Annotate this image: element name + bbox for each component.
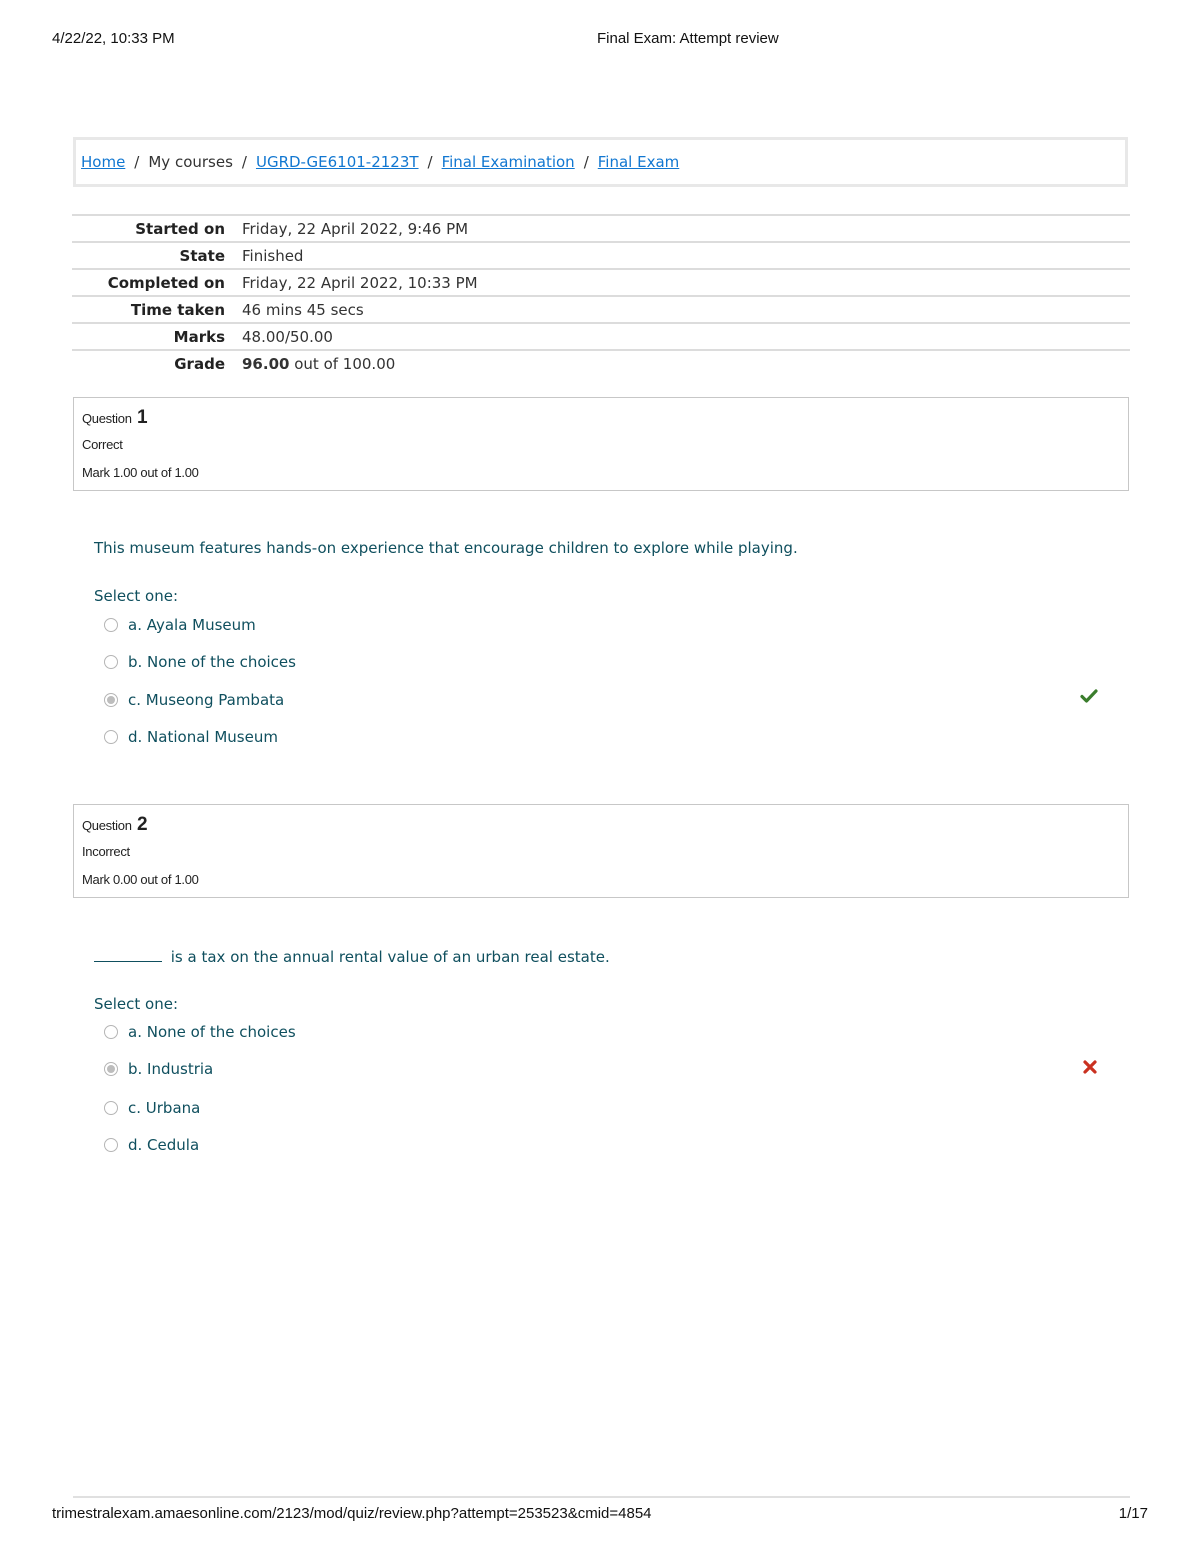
summary-label: Marks	[173, 327, 225, 346]
print-footer	[52, 1505, 1148, 1525]
breadcrumb	[73, 137, 1128, 187]
breadcrumb-section-link[interactable]: Final Examination	[441, 153, 575, 171]
breadcrumb-separator: /	[427, 153, 433, 171]
radio-button[interactable]	[104, 655, 118, 669]
answer-option-label: d. National Museum	[128, 728, 278, 746]
breadcrumb-home-link[interactable]: Home	[81, 153, 126, 171]
answer-option-label: d. Cedula	[128, 1136, 200, 1154]
radio-button-selected[interactable]	[104, 1062, 118, 1076]
breadcrumb-separator: /	[241, 153, 247, 171]
answer-option[interactable]	[104, 1022, 296, 1042]
summary-value	[242, 350, 1130, 377]
summary-row-time-taken	[72, 296, 1130, 323]
question-number-value: 1	[136, 407, 148, 428]
breadcrumb-separator: /	[583, 153, 589, 171]
summary-value: Friday, 22 April 2022, 10:33 PM	[242, 273, 478, 292]
grade-value: 96.00	[242, 355, 290, 373]
answer-option-label: b. None of the choices	[128, 653, 296, 671]
answer-option[interactable]	[104, 690, 284, 710]
answer-option[interactable]	[104, 1135, 199, 1155]
breadcrumb-quiz-link[interactable]: Final Exam	[597, 153, 680, 171]
print-url: trimestralexam.amaesonline.com/2123/mod/quiz/review.php?attempt=253523&cmid=4854	[52, 1505, 652, 1522]
fill-in-blank	[94, 947, 162, 962]
question-number	[82, 407, 147, 429]
summary-value: Friday, 22 April 2022, 9:46 PM	[242, 219, 469, 238]
answer-option-label: c. Urbana	[128, 1099, 201, 1117]
summary-row-started	[72, 215, 1130, 242]
check-icon	[1080, 687, 1098, 705]
question-info-box	[73, 397, 1129, 491]
answer-option[interactable]	[104, 615, 256, 635]
question-number-value: 2	[136, 814, 148, 835]
cross-icon	[1081, 1058, 1099, 1076]
print-title: Final Exam: Attempt review	[597, 30, 779, 47]
page-number: 1/17	[1118, 1505, 1148, 1522]
question-text-container	[94, 947, 610, 966]
summary-row-state	[72, 242, 1130, 269]
radio-button[interactable]	[104, 1138, 118, 1152]
answer-option-label: a. None of the choices	[128, 1023, 296, 1041]
question-mark: Mark 0.00 out of 1.00	[82, 872, 199, 887]
print-header	[52, 30, 1148, 50]
summary-value: 48.00/50.00	[242, 327, 333, 346]
summary-label: Completed on	[107, 273, 225, 292]
footer-divider	[73, 1496, 1130, 1498]
answer-option-label: c. Museong Pambata	[128, 691, 285, 709]
answer-option[interactable]	[104, 1059, 213, 1079]
breadcrumb-my-courses: My courses	[148, 153, 233, 171]
radio-button-selected[interactable]	[104, 693, 118, 707]
grade-suffix: out of 100.00	[294, 355, 396, 373]
summary-row-completed	[72, 269, 1130, 296]
radio-button[interactable]	[104, 1025, 118, 1039]
answer-option[interactable]	[104, 727, 278, 747]
answer-option-label: b. Industria	[128, 1060, 214, 1078]
select-one-label: Select one:	[94, 995, 179, 1013]
summary-label: State	[179, 246, 225, 265]
radio-button[interactable]	[104, 730, 118, 744]
attempt-summary-table	[72, 214, 1130, 377]
summary-row-marks	[72, 323, 1130, 350]
question-number	[82, 814, 147, 836]
breadcrumb-course-link[interactable]: UGRD-GE6101-2123T	[255, 153, 419, 171]
summary-label: Time taken	[130, 300, 225, 319]
breadcrumb-separator: /	[134, 153, 140, 171]
summary-value: Finished	[242, 246, 304, 265]
question-text: This museum features hands-on experience that encourage children to explore while playing.	[94, 539, 798, 557]
question-state: Incorrect	[82, 844, 130, 859]
answer-option-label: a. Ayala Museum	[128, 616, 256, 634]
question-text: is a tax on the annual rental value of an urban real estate.	[166, 948, 610, 966]
answer-option[interactable]	[104, 652, 296, 672]
question-state: Correct	[82, 437, 123, 452]
question-label: Question	[82, 411, 132, 426]
select-one-label: Select one:	[94, 587, 179, 605]
summary-row-grade	[72, 350, 1130, 377]
summary-value: 46 mins 45 secs	[242, 300, 364, 319]
question-label: Question	[82, 818, 132, 833]
summary-label: Started on	[135, 219, 225, 238]
radio-button[interactable]	[104, 1101, 118, 1115]
answer-option[interactable]	[104, 1098, 200, 1118]
summary-label: Grade	[174, 355, 225, 373]
question-info-box	[73, 804, 1129, 898]
question-mark: Mark 1.00 out of 1.00	[82, 465, 199, 480]
print-date: 4/22/22, 10:33 PM	[52, 30, 175, 47]
radio-button[interactable]	[104, 618, 118, 632]
